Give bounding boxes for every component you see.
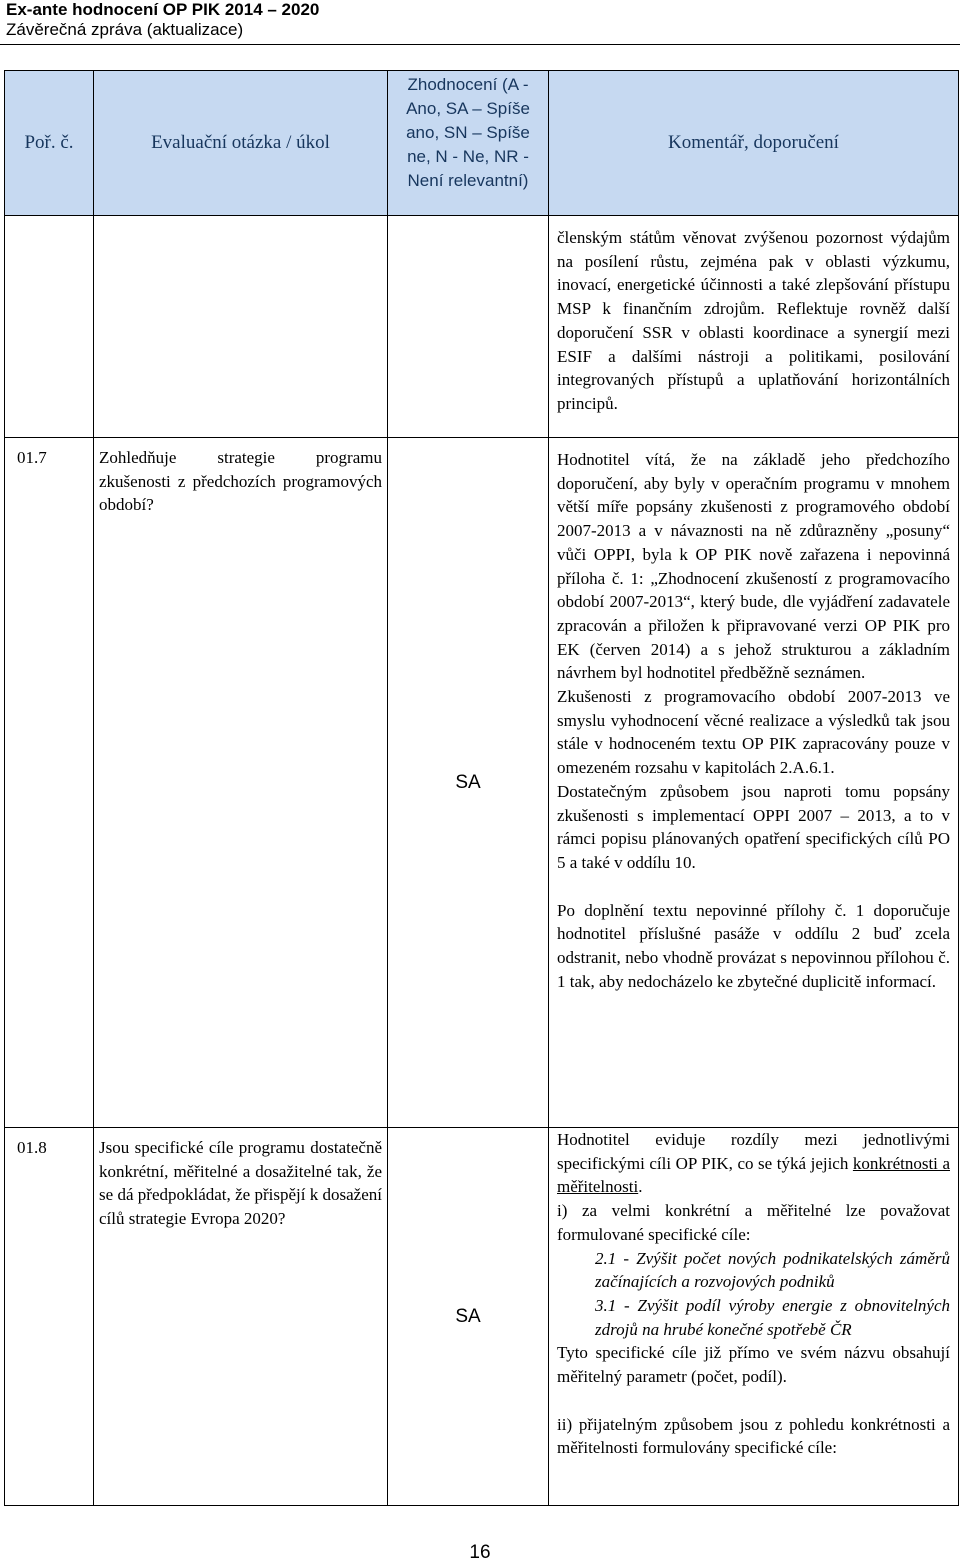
comment-cell (549, 1128, 959, 1506)
comment-paragraph: Hodnotitel vítá, že na základě jeho předchozího doporučení, aby byly v operačním programu v mnohem větší míře popsány zkušenosti z programového období 2007-2013 a v návaznosti na ně zdůrazněny „posuny“ vůči OPPI, byla k OP PIK nově zařazena i nepovinná příloha č. 1: „Zhodnocení zkušeností z programovacího období 2007-2013“, který bude, dle vyjádření zadavatele zpracován a přiložen k připravované verzi OP PIK pro EK (červen 2014) a s jehož strukturou a základním návrhem byl hodnotitel předběžně seznámen. (557, 450, 950, 683)
evaluation-cell (388, 216, 549, 438)
question-cell: Jsou specifické cíle programu dostatečně konkrétní, měřitelné a dosažitelné tak, že se dá předpokládat, že přispějí k dosažení cílů strategie Evropa 2020? (94, 1128, 388, 1506)
table-row (5, 1128, 959, 1506)
comment-paragraph (557, 1128, 950, 1199)
table-header-row (5, 71, 959, 216)
evaluation-cell: SA (388, 1128, 549, 1506)
column-header-evaluation: Zhodnocení (A - Ano, SA – Spíše ano, SN – Spíše ne, N - Ne, NR - Není relevantní) (388, 71, 549, 216)
document-title: Ex-ante hodnocení OP PIK 2014 – 2020 (6, 0, 320, 19)
underlined-text: konkrétnosti a měřitelnosti (557, 1153, 950, 1197)
comment-text: . (638, 1177, 643, 1197)
table-row (5, 216, 959, 438)
column-header-number: Poř. č. (5, 71, 94, 216)
question-cell (94, 216, 388, 438)
document-header (6, 0, 319, 40)
header-rule (0, 44, 960, 45)
column-header-question: Evaluační otázka / úkol (94, 71, 388, 216)
evaluation-cell: SA (388, 438, 549, 1128)
page-number: 16 (469, 1542, 491, 1563)
comment-paragraph: Tyto specifické cíle již přímo ve svém názvu obsahují měřitelný parametr (počet, podíl). (557, 1343, 950, 1387)
comment-paragraph: členským státům věnovat zvýšenou pozornost výdajům na posílení růstu, zejména pak v oblasti výzkumu, inovací, energetické účinnosti a také zlepšování přístupu MSP k finančním zdrojům. Reflektuje rovněž další doporučení SSR v oblasti koordinace a synergií mezi ESIF a dalšími nástroji a politikami, posilování integrovaných přístupů a uplatňování horizontálních principů. (557, 228, 950, 413)
question-cell: Zohledňuje strategie programu zkušenosti z předchozích programových období? (94, 438, 388, 1128)
column-header-comment: Komentář, doporučení (549, 71, 959, 216)
table-row (5, 438, 959, 1128)
comment-paragraph: Po doplnění textu nepovinné přílohy č. 1 doporučuje hodnotitel příslušné pasáže v oddílu 2 buď zcela odstranit, nebo vhodně provázat s nepovinnou přílohou č. 1 tak, aby nedocházelo ke zbytečné duplicitě informací. (557, 900, 950, 991)
evaluation-table (4, 70, 959, 1506)
row-number-cell: 01.8 (5, 1128, 94, 1506)
document-subtitle: Závěrečná zpráva (aktualizace) (6, 20, 244, 39)
comment-text: Hodnotitel eviduje rozdíly mezi jednotlivými specifickými cíli OP PIK, co se týká jejich (557, 1130, 950, 1173)
comment-paragraph: Zkušenosti z programovacího období 2007-2013 ve smyslu vyhodnocení věcné realizace a výsledků tak jsou stále v hodnoceném textu OP PIK zapracovány pouze v omezeném rozsahu v kapitolách 2.A.6.1. (557, 687, 950, 778)
specific-goal-item: 3.1 - Zvýšit podíl výroby energie z obnovitelných zdrojů na hrubé konečné spotřebě ČR (595, 1295, 950, 1339)
comment-cell (549, 438, 959, 1128)
comment-paragraph: ii) přijatelným způsobem jsou z pohledu konkrétnosti a měřitelnosti formulovány specifické cíle: (557, 1414, 950, 1458)
comment-paragraph: Dostatečným způsobem jsou naproti tomu popsány zkušenosti s implementací OPPI 2007 – 2013, a to v rámci popisu plánovaných opatření specifických cílů PO 5 a také v oddílu 10. (557, 781, 950, 872)
row-number-cell (5, 216, 94, 438)
comment-cell (549, 216, 959, 438)
comment-paragraph: i) za velmi konkrétní a měřitelné lze považovat formulované specifické cíle: (557, 1201, 950, 1244)
specific-goal-item: 2.1 - Zvýšit počet nových podnikatelských záměrů začínajících a rozvojových podniků (595, 1248, 950, 1292)
row-number-cell: 01.7 (5, 438, 94, 1128)
